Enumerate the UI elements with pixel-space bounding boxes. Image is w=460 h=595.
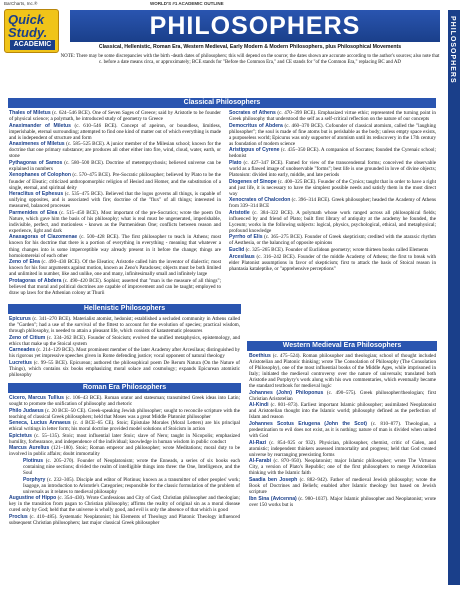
philosopher-entry: [9, 160, 221, 172]
philosopher-name: Boethius: [249, 353, 271, 359]
philosopher-name: Zeno of Citium: [9, 334, 46, 341]
philosopher-entry: [9, 458, 240, 476]
philosopher-description: (c. 232–305). Disciple and editor of Plotinus; known as a transmitter of other peoples' work; Isagoge, an introduction to Aristotle's Categories; responsible for the classic formulation of the problem of universals as it relates to medieval philosophy: [23, 476, 240, 495]
philosopher-entry: [229, 179, 436, 197]
philosopher-entry: [9, 110, 221, 122]
classical-left-column: [9, 110, 221, 300]
philosopher-entry: [229, 247, 436, 253]
logo-band: ACADEMIC: [10, 40, 55, 50]
logo-line-2: Study.: [8, 25, 48, 40]
philosopher-name: Al-Kindi: [249, 402, 269, 409]
philosopher-description: (c. 882–942). Father of medieval Jewish philosophy; wrote the Book of Doctrines and Beliefs; enabled after Islamic theology but based on Jewish scripture: [249, 476, 436, 496]
philosopher-description: (c. 980–1037). Major Islamic philosopher and Neoplatonist; wrote over 150 works but is: [249, 495, 436, 508]
philosopher-entry: [229, 160, 436, 178]
philosopher-name: Anaximenes of Miletus: [9, 141, 65, 148]
philosopher-name: Cicero, Marcus Tullius: [9, 395, 64, 401]
philosopher-description: (c. 490–430 BCE). Of the Eleatics; Aristotle called him the inventor of dialectic; most known for his four arguments against motion, known as Zeno's Paradoxes; objects must be both limited and unlimited in number, like and unlike, one and many, infinitesimally small and infinitely large: [9, 259, 221, 278]
philosopher-name: Thales of Miletus: [9, 110, 51, 116]
philosopher-description: (c. 4 BCE–65 CE). Stoic; Epistulae Morales (Moral Letters) are his principal ethical writings in letter form; his moral doctrine provided model solutions of Stoicism in action: [9, 420, 240, 433]
top-strip: [0, 0, 460, 8]
philosopher-description: (c. 624–546 BCE). One of Seven Sages of Greece; said by Aristotle to be founder of physical science; a polymath, he introduced study of geometry to Greece: [9, 110, 221, 123]
philosopher-entry: [9, 191, 221, 209]
philosopher-entry: [9, 278, 221, 296]
philosopher-entry: [9, 335, 240, 347]
philosopher-name: Johannes (John) Philoponus: [249, 389, 324, 396]
philosopher-entry: [229, 210, 436, 234]
philosopher-description: (c. 515–450 BCE). Most important of the pre-Socratics; wrote the poem On Nature, which gave him the basis of his philosophy; what is real must be ungenerated, imperishable, indivisible, perfect, and motionless - known as the Parmenidean One; conflicts between reason and experience, light and dark: [9, 209, 221, 234]
philosopher-name: Philo Judaeus: [9, 407, 44, 414]
philosopher-name: Plotinus: [23, 457, 44, 464]
philosopher-description: (c. 400–325 BCE). Founder of the Cynics; taught that in order to have a right and just life, it is necessary to have the simplest possible needs and satisfy them in the most direct way: [229, 178, 436, 197]
philosopher-name: Saadia ben Joseph: [249, 476, 298, 483]
medieval-column: [249, 353, 436, 591]
philosopher-entry: [229, 254, 436, 272]
philosopher-name: Diogenes of Sinope: [229, 178, 277, 185]
philosopher-entry: [9, 495, 240, 513]
logo-text: [8, 13, 47, 39]
publisher-label: BarCharts, Inc.®: [4, 1, 38, 6]
philosopher-entry: [229, 197, 436, 209]
philosopher-entry: [9, 420, 240, 432]
philosopher-description: (c. 470–399 BCE). Emphasized virtue ethic; represented the turning point in Greek philosophy that understood the self as a self-critical reflection on the nature of our concepts: [229, 110, 436, 123]
philosopher-description: (c. 427–347 BCE). Famed for view of the transcendental forms; conceived the observable world as a flawed image of unobservable "forms"; best life is one grounded in love of divine objects; Platonism: divided into early, middle, and late periods: [229, 159, 436, 178]
page-title: PHILOSOPHERS: [70, 10, 440, 42]
classical-right-column: [229, 110, 436, 300]
philosopher-entry: [9, 408, 240, 420]
philosopher-entry: [9, 433, 240, 445]
section-header-medieval: Western Medieval Era Philosophers: [247, 341, 437, 351]
section-header-classical: Classical Philosophers: [8, 98, 436, 108]
section-header-roman: Roman Era Philosophers: [8, 383, 241, 393]
philosopher-entry: [229, 234, 436, 246]
philosopher-name: Protagoras of Abdera: [9, 277, 62, 284]
philosopher-description: (121–180). Stoic; Roman emperor and philosopher; wrote Meditations; moral duty to be involved in public affairs; doubt immortality: [9, 445, 240, 458]
philosopher-description: (c. 410–485). Systematic Neoplatonist; his Elements of Theology and Platonic Theology influenced subsequent Christian philosophers; last major classical Greek philosopher: [9, 513, 240, 526]
philosopher-entry: [229, 110, 436, 122]
philosopher-entry: [9, 259, 221, 277]
philosopher-description: (c. 490–575). Greek philosopher/theologian; first Christian Aristotelian: [249, 389, 436, 402]
philosopher-name: Ibn Sina (Avicenna): [249, 495, 297, 502]
philosopher-entry: [9, 141, 221, 159]
philosopher-name: Xenocrates of Chalcedon: [229, 197, 291, 204]
philosopher-name: Pythagoras of Samos: [9, 159, 63, 166]
philosopher-description: (c. 384–322 BCE). A polymath whose work ranged across all philosophical fields; influenced by and friend of Plato; built first library of antiquity at the academy he founded, the Lyceum; works in the following subjects: logical, physics, psychological, ethical, and metaphysical; profound knowledge: [229, 209, 436, 234]
philosopher-name: Democritus of Abdera: [229, 122, 283, 129]
page-subtitle: Classical, Hellenistic, Roman Era, Western Medieval, Early Modern & Modern Philosophers, plus Philosophical Movements: [98, 44, 402, 50]
philosopher-name: Proclus: [9, 513, 28, 520]
philosopher-entry: [9, 316, 240, 334]
philosopher-description: (c. 334–262 BCE). Founder of Stoicism; evolved the unified metaphysics, epistemology, and ethics that make up the Stoical system: [9, 334, 240, 347]
philosopher-description: (c. 854–925 or 932). Physician, philosopher, chemist, critic of Galen, and atomistic; independent thinkers assessed immortality and progress; held that God created universe by rearranging preexisting forms: [249, 439, 436, 458]
philosopher-entry: [9, 477, 240, 495]
philosopher-description: (c. 610–546 BCE). Concept of apeiron, or boundless, limitless, imperishable, eternal surrounding; attempted to find one kind of matter out of which everything is made and is independent of structure and form: [9, 122, 221, 141]
section-header-hellenistic: Hellenistic Philosophers: [8, 304, 241, 314]
roman-column: [9, 395, 240, 591]
philosopher-name: Lucretius: [9, 359, 32, 366]
philosopher-entry: [249, 440, 436, 458]
philosopher-name: Xenophanes of Colophon: [9, 172, 71, 179]
philosopher-entry: [9, 210, 221, 234]
philosopher-entry: [249, 477, 436, 495]
side-tab-label: PHILOSOPHERS: [449, 16, 456, 84]
philosopher-name: Al-Razi: [249, 439, 267, 446]
philosopher-name: Marcus Aurelius: [9, 445, 50, 452]
philosopher-description: (c. 396–314 BCE). Greek philosopher; headed the Academy of Athens from 339–314 BCE: [229, 197, 436, 210]
philosopher-entry: [9, 360, 240, 378]
philosopher-entry: [9, 514, 240, 526]
philosopher-description: (c. 205–270). Founder of Neoplatonism; wrote the Enneads, a series of six books each containing nine sections; divided the realm of intelligible things into three: the One, Intelligence, and the Soul: [23, 457, 240, 477]
philosopher-name: Arcesilaus: [229, 253, 255, 260]
philosopher-name: Plato: [229, 159, 242, 166]
logo-line-1: Quick: [8, 12, 45, 27]
philosopher-description: (c. 870–950). Neoplatonist; major Islamic philosopher; wrote The Virtuous City, a version of Plato's Republic; one of the first philosophers to merge Aristotelian thinking with the Islamic faith: [249, 458, 436, 477]
philosopher-description: (c. 490–420 BCE). Sophist; asserted that "man is the measure of all things"; believed that moral and political doctrines are capable of improvement and can be taught; employed to draw up laws for the Athenian colony at Thurii: [9, 277, 221, 296]
philosopher-description: (c. 460–370 BCE). Cofounder of classical atomism, called the "laughing philosopher"; the soul is made of fine atoms but is perishable as the body; unless empty space exists, a purposeless world; Epicurus was only supporter of atomism until its rediscovery in the 17th century as foundation of modern science: [229, 122, 436, 147]
side-tab: [448, 10, 460, 585]
philosopher-description: (c. 585–525 BCE). A junior member of the Milesian school; known for the doctrine that one primary substance; are produces all other either into fire, wind, cloud, water, earth, or stone: [9, 141, 221, 160]
philosopher-name: Socrates of Athens: [229, 110, 276, 116]
philosopher-entry: [249, 353, 436, 389]
philosopher-name: Pyrrho of Elis: [229, 234, 263, 241]
philosopher-entry: [249, 421, 436, 439]
philosopher-description: (c. 500–428 BCE). The first philosopher to teach in Athens; most known for his doctrine that there is a portion of everything in everything - meaning that whatever a thing changes into is some imperceptible way already present in it before the change; things are homoiomereiai of each other: [9, 234, 221, 259]
philosopher-name: Euclid: [229, 247, 245, 254]
philosopher-entry: [229, 147, 436, 159]
philosopher-entry: [249, 496, 436, 508]
quickstudy-logo: [4, 9, 59, 53]
philosopher-entry: [249, 402, 436, 420]
philosopher-description: (c. 55–135). Stoic; most influential later Stoic; slave of Nero; taught in Nicopolis; emphasized humility, forbearance, and independence of the individual; knowledge in human wisdom in public conduct: [9, 432, 240, 445]
philosopher-description: (c. 475–524). Roman philosopher and theologian; school of thought included Aristotelian and Platonic thinking; wrote The Consolation of Philosophy (The Consolation of Philosophy), one of the most influential books of the Middle Ages, while imprisoned in Italy; initiated the medieval controversy over the nature of universals; translated both Aristotle and Porphyry's work along with his own commentaries, which eventually became the standard textbook for medieval logic: [249, 353, 436, 390]
philosopher-name: Heraclitus of Ephesus: [9, 191, 64, 198]
philosopher-description: (c. 810–877). Theologian, a predestination to evil does not exist, as it is nothing; nature of man is divided when united with God: [249, 421, 436, 440]
philosopher-description: (c. 341–270 BCE). Materialist atomist, hedonist; established a secluded community in Athens called the "Garden"; had a use of the survival of the fittest to account for the evolution of species; practical wisdom, through philosophy, is needed to attain a pleasant life, which consists of katastematic pleasures: [9, 316, 240, 335]
philosopher-name: Augustine of Hippo: [9, 495, 57, 502]
philosopher-entry: [9, 234, 221, 258]
philosopher-name: Carneades: [9, 347, 36, 354]
philosopher-entry: [9, 123, 221, 141]
philosopher-name: Aristotle: [229, 209, 250, 216]
philosopher-description: (c. 801–873). Earliest important Islamic philosopher; assimilated Neoplatonist and Aristotelian thought into the Islamic world; philosophy defined as the perfection of Islam and reason: [249, 402, 436, 421]
philosopher-name: Porphyry: [23, 476, 46, 483]
philosopher-description: (c. 106–43 BCE). Roman orator and statesman; transmitted Greek ideas into Latin; sought to promote the unification of philosophy and rhetoric: [9, 395, 240, 408]
philosopher-name: Anaximander of Miletus: [9, 122, 71, 129]
philosopher-description: (c. 435–350 BCE). A companion of Socrates; founded the Cyrenaic school; hedonist: [229, 147, 436, 160]
philosopher-entry: [249, 458, 436, 476]
philosopher-description: (c. 99–55 BCE). Epicurean; authored the philosophical poem De Rerum Natura (On the Nature of Things), which contains six books emphasizing moral solace and cosmology; expands Epicurean atomistic philosophy: [9, 359, 240, 378]
philosopher-description: (c. 580–500 BCE). Doctrine of metempsychosis; believed universe can be explained in numbers: [9, 159, 221, 172]
philosopher-description: (c. 354–430). Wrote Confessions and City of God; Christian philosopher and theologian; key in the transition from pagan to Christian philosophy; affirms the reality of original sin as a moral disease cured only by God; held that the universe is wholly good, and evil is only the absence of that which is good: [9, 495, 240, 514]
hellenistic-column: [9, 316, 240, 380]
philosopher-entry: [249, 390, 436, 402]
philosopher-name: Parmenides of Elea: [9, 209, 58, 216]
philosopher-name: Aristippus of Cyrene: [229, 147, 280, 154]
philosopher-description: (c. 316–242 BCE). Founder of the middle Academy of Athens; the first to break with elder Platonist assumptions in favor of skepticism; first to attack the basis of Stoical reason in phantasia kataleptike, or "apprehensive perceptions": [229, 253, 436, 272]
philosopher-description: (c. 20 BCE–50 CE). Greek-speaking Jewish philosopher; sought to reconcile scripture with the teaching of classical Greek philosophers; held that Moses was a great Middle Platonist philosopher: [9, 407, 240, 420]
philosopher-name: Seneca, Lucius Annaeus: [9, 420, 71, 427]
philosopher-entry: [229, 123, 436, 147]
philosopher-description: (c. 535–475 BCE). Believed that the logos governs all things, is capable of unifying opposites, and is associated with fire; doctrine of the "flux" of all things; interested in measured, balanced processes: [9, 191, 221, 210]
philosopher-name: Anaxagoras of Clazomenae: [9, 234, 78, 241]
philosopher-description: (c. 214–129 BCE). Most prominent member of the later Academy after Arcesilaus; distinguished by his rigorous yet impressive speeches given in Rome defending justice; vocal opponent of natural theology: [9, 347, 240, 360]
dates-note: NOTE: There may be some discrepancies with the birth -death dates of philosophers; this will depend on the source; the dates shown are accurate according to the author's sources; also note that c. before a date means circa, or approximately; BCE stands for "Before the Common Era," and CE stands for "of the Common Era," replacing BC and AD: [60, 54, 440, 66]
philosopher-name: Epictetus: [9, 432, 32, 439]
philosopher-entry: [9, 347, 240, 359]
philosopher-entry: [9, 172, 221, 190]
philosopher-description: (c. 365–275 BCE). Founder of Greek skepticism; credited with the ataraxic rhythm of Aesthesia, or the balancing of opposite opinions: [229, 234, 436, 247]
philosopher-name: Zeno of Elea: [9, 259, 40, 266]
philosopher-entry: [9, 395, 240, 407]
philosopher-description: (c. 325–265 BCE). Founder of Euclidean geometry; wrote thirteen books called Elements: [244, 247, 429, 254]
philosopher-entry: [9, 445, 240, 457]
philosopher-description: (c. 570–475 BCE). Pre-Socratic philosopher; believed by Plato to be the founder of Eleatic; criticized anthropomorphic religion of Hesiod and Homer, and the substitution of a single, eternal, and spiritual deity: [9, 172, 221, 191]
philosopher-name: Al-Farabi: [249, 458, 272, 465]
tagline: WORLD'S #1 ACADEMIC OUTLINE: [150, 1, 224, 6]
philosopher-name: Epicurus: [9, 316, 31, 322]
philosopher-name: Johannes Scotus Eriugena (John the Scot): [249, 421, 367, 428]
